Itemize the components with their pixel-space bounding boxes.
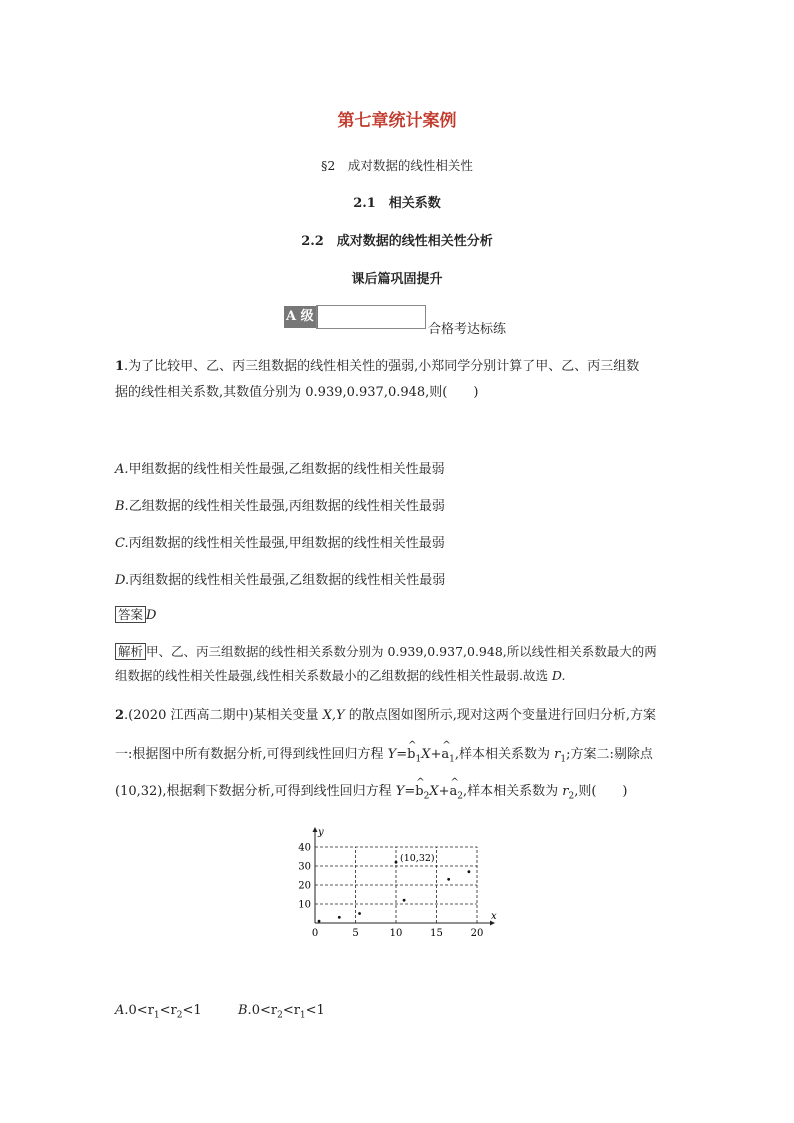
answer-label: 答案 [115, 606, 146, 623]
analysis-end: D. [551, 668, 566, 683]
eq-x: X [421, 747, 431, 762]
q2-text-2c: ;方案二:剔除点 [566, 747, 653, 762]
subsection-title-1: 2.1 相关系数 [353, 196, 441, 211]
x-tick-label: 0 [311, 928, 319, 939]
r2: r [562, 784, 569, 799]
x-axis-label: x [491, 911, 497, 922]
r1: r [554, 747, 561, 762]
chapter-title: 第七章统计案例 [337, 111, 457, 131]
eq-x: X [429, 784, 439, 799]
option-text: <1 [182, 1003, 202, 1018]
y-tick-label: 40 [298, 842, 311, 854]
q1-option-c [115, 532, 445, 551]
eq-y: Y [395, 784, 405, 799]
q1-analysis-line2 [115, 663, 565, 689]
x-tick-label: 15 [430, 928, 443, 939]
data-point [395, 861, 398, 864]
eq-b: b [415, 784, 424, 799]
option-text: <1 [305, 1003, 325, 1018]
q2-text-1a: .(2020 江西高二期中)某相关变量 [124, 708, 323, 723]
analysis-text-2: 组数据的线性相关性最强,线性相关系数最小的乙组数据的线性相关性最弱.故选 [115, 668, 552, 683]
q1-option-d [115, 569, 445, 588]
y-tick-label: 20 [298, 880, 311, 892]
q2-line1 [115, 703, 656, 729]
q2-line3 [115, 779, 628, 810]
data-point [338, 916, 341, 919]
eq-b-hat [415, 779, 423, 805]
option-text: 0<r [251, 1003, 278, 1018]
option-text: 甲组数据的线性相关性最强,乙组数据的线性相关性最弱 [128, 462, 445, 477]
option-sub: 2 [176, 1010, 183, 1021]
option-text: <r [282, 1003, 300, 1018]
option-letter: A. [115, 1003, 129, 1018]
eq-a-sub: 1 [449, 754, 455, 765]
eq-b-sub: 2 [423, 791, 430, 802]
q2-text-3a: (10,32),根据剩下数据分析,可得到线性回归方程 [115, 784, 396, 799]
data-point [403, 899, 406, 902]
level-box [316, 305, 426, 329]
option-text: 乙组数据的线性相关性最强,丙组数据的线性相关性最弱 [128, 499, 445, 514]
option-letter: B. [238, 1003, 252, 1018]
option-letter: A. [115, 462, 129, 477]
data-point [358, 912, 361, 915]
eq-a-sub: 2 [457, 791, 463, 802]
q2-text-1b: 的散点图如图所示,现对这两个变量进行回归分析,方案 [344, 708, 657, 723]
q1-option-b [115, 495, 445, 514]
eq-sign: = [404, 784, 416, 799]
q1-line2: 据的线性相关系数,其数值分别为 0.939,0.937,0.948,则( ) [115, 385, 479, 400]
y-tick-label: 30 [298, 861, 311, 873]
eq-plus: + [430, 747, 442, 762]
r2-sub: 2 [568, 791, 575, 802]
r1-sub: 1 [560, 754, 567, 765]
x-tick-label: 20 [470, 928, 484, 939]
q1-answer [115, 605, 156, 623]
option-text: 丙组数据的线性相关性最强,甲组数据的线性相关性最弱 [128, 536, 445, 551]
answer-value: D [146, 608, 157, 623]
q1-line1 [115, 354, 639, 380]
option-text: 0<r [128, 1003, 154, 1018]
eq-a: a [449, 784, 458, 799]
eq-a-hat [450, 779, 458, 805]
x-tick-label: 10 [389, 928, 403, 939]
option-letter: C. [115, 536, 129, 551]
option-sub: 1 [299, 1010, 306, 1021]
eq-plus: + [438, 784, 450, 799]
x-tick-label: 5 [352, 928, 359, 939]
y-axis-arrow [313, 827, 318, 832]
analysis-text-1: 甲、乙、丙三组数据的线性相关系数分别为 0.939,0.937,0.948,所以线性相关系数最大的两 [146, 644, 657, 659]
q2-text-2a: 一:根据图中所有数据分析,可得到线性回归方程 [115, 747, 388, 762]
data-point [318, 920, 321, 923]
eq-b-hat [407, 742, 415, 768]
option-sub: 2 [277, 1010, 283, 1021]
q1-text-1: .为了比较甲、乙、丙三组数据的线性相关性的强弱,小郑同学分别计算了甲、乙、丙三组数 [124, 359, 640, 374]
scatter-chart [290, 825, 510, 940]
level-text: 合格考达标练 [428, 322, 507, 337]
eq-sign: = [396, 747, 408, 762]
option-letter: B. [115, 499, 129, 514]
eq-a: a [441, 747, 450, 762]
section-title: §2 成对数据的线性相关性 [321, 158, 473, 173]
eq-b-sub: 1 [415, 754, 422, 765]
option-text: <r [159, 1003, 177, 1018]
subsection-title-2: 2.2 成对数据的线性相关性分析 [301, 234, 493, 249]
q2-number: 2 [115, 708, 125, 723]
option-letter: D. [115, 573, 130, 588]
q2-text-3b: ,样本相关系数为 [463, 784, 563, 799]
q2-option-a [115, 1003, 202, 1021]
q2-text-2b: ,样本相关系数为 [454, 747, 555, 762]
data-point [468, 870, 471, 873]
q2-text-3c: ,则( ) [574, 784, 628, 799]
eq-a-hat [441, 742, 449, 768]
level-badge: A 级 [284, 306, 318, 328]
data-point [447, 878, 450, 881]
eq-y: Y [387, 747, 397, 762]
q2-vars: X,Y [322, 708, 345, 723]
point-annotation: (10,32) [400, 853, 435, 865]
q1-option-a [115, 458, 445, 477]
q1-analysis-line1 [115, 639, 657, 665]
eq-b: b [407, 747, 416, 762]
q2-option-b [238, 1003, 325, 1021]
q2-line2 [115, 742, 653, 773]
q1-number: 1 [115, 359, 125, 374]
y-axis-label: y [318, 827, 324, 838]
option-sub: 1 [153, 1010, 160, 1021]
analysis-label: 解析 [115, 643, 146, 660]
y-tick-label: 10 [298, 899, 311, 911]
practice-heading: 课后篇巩固提升 [351, 272, 443, 287]
option-text: 丙组数据的线性相关性最强,乙组数据的线性相关性最弱 [129, 573, 446, 588]
